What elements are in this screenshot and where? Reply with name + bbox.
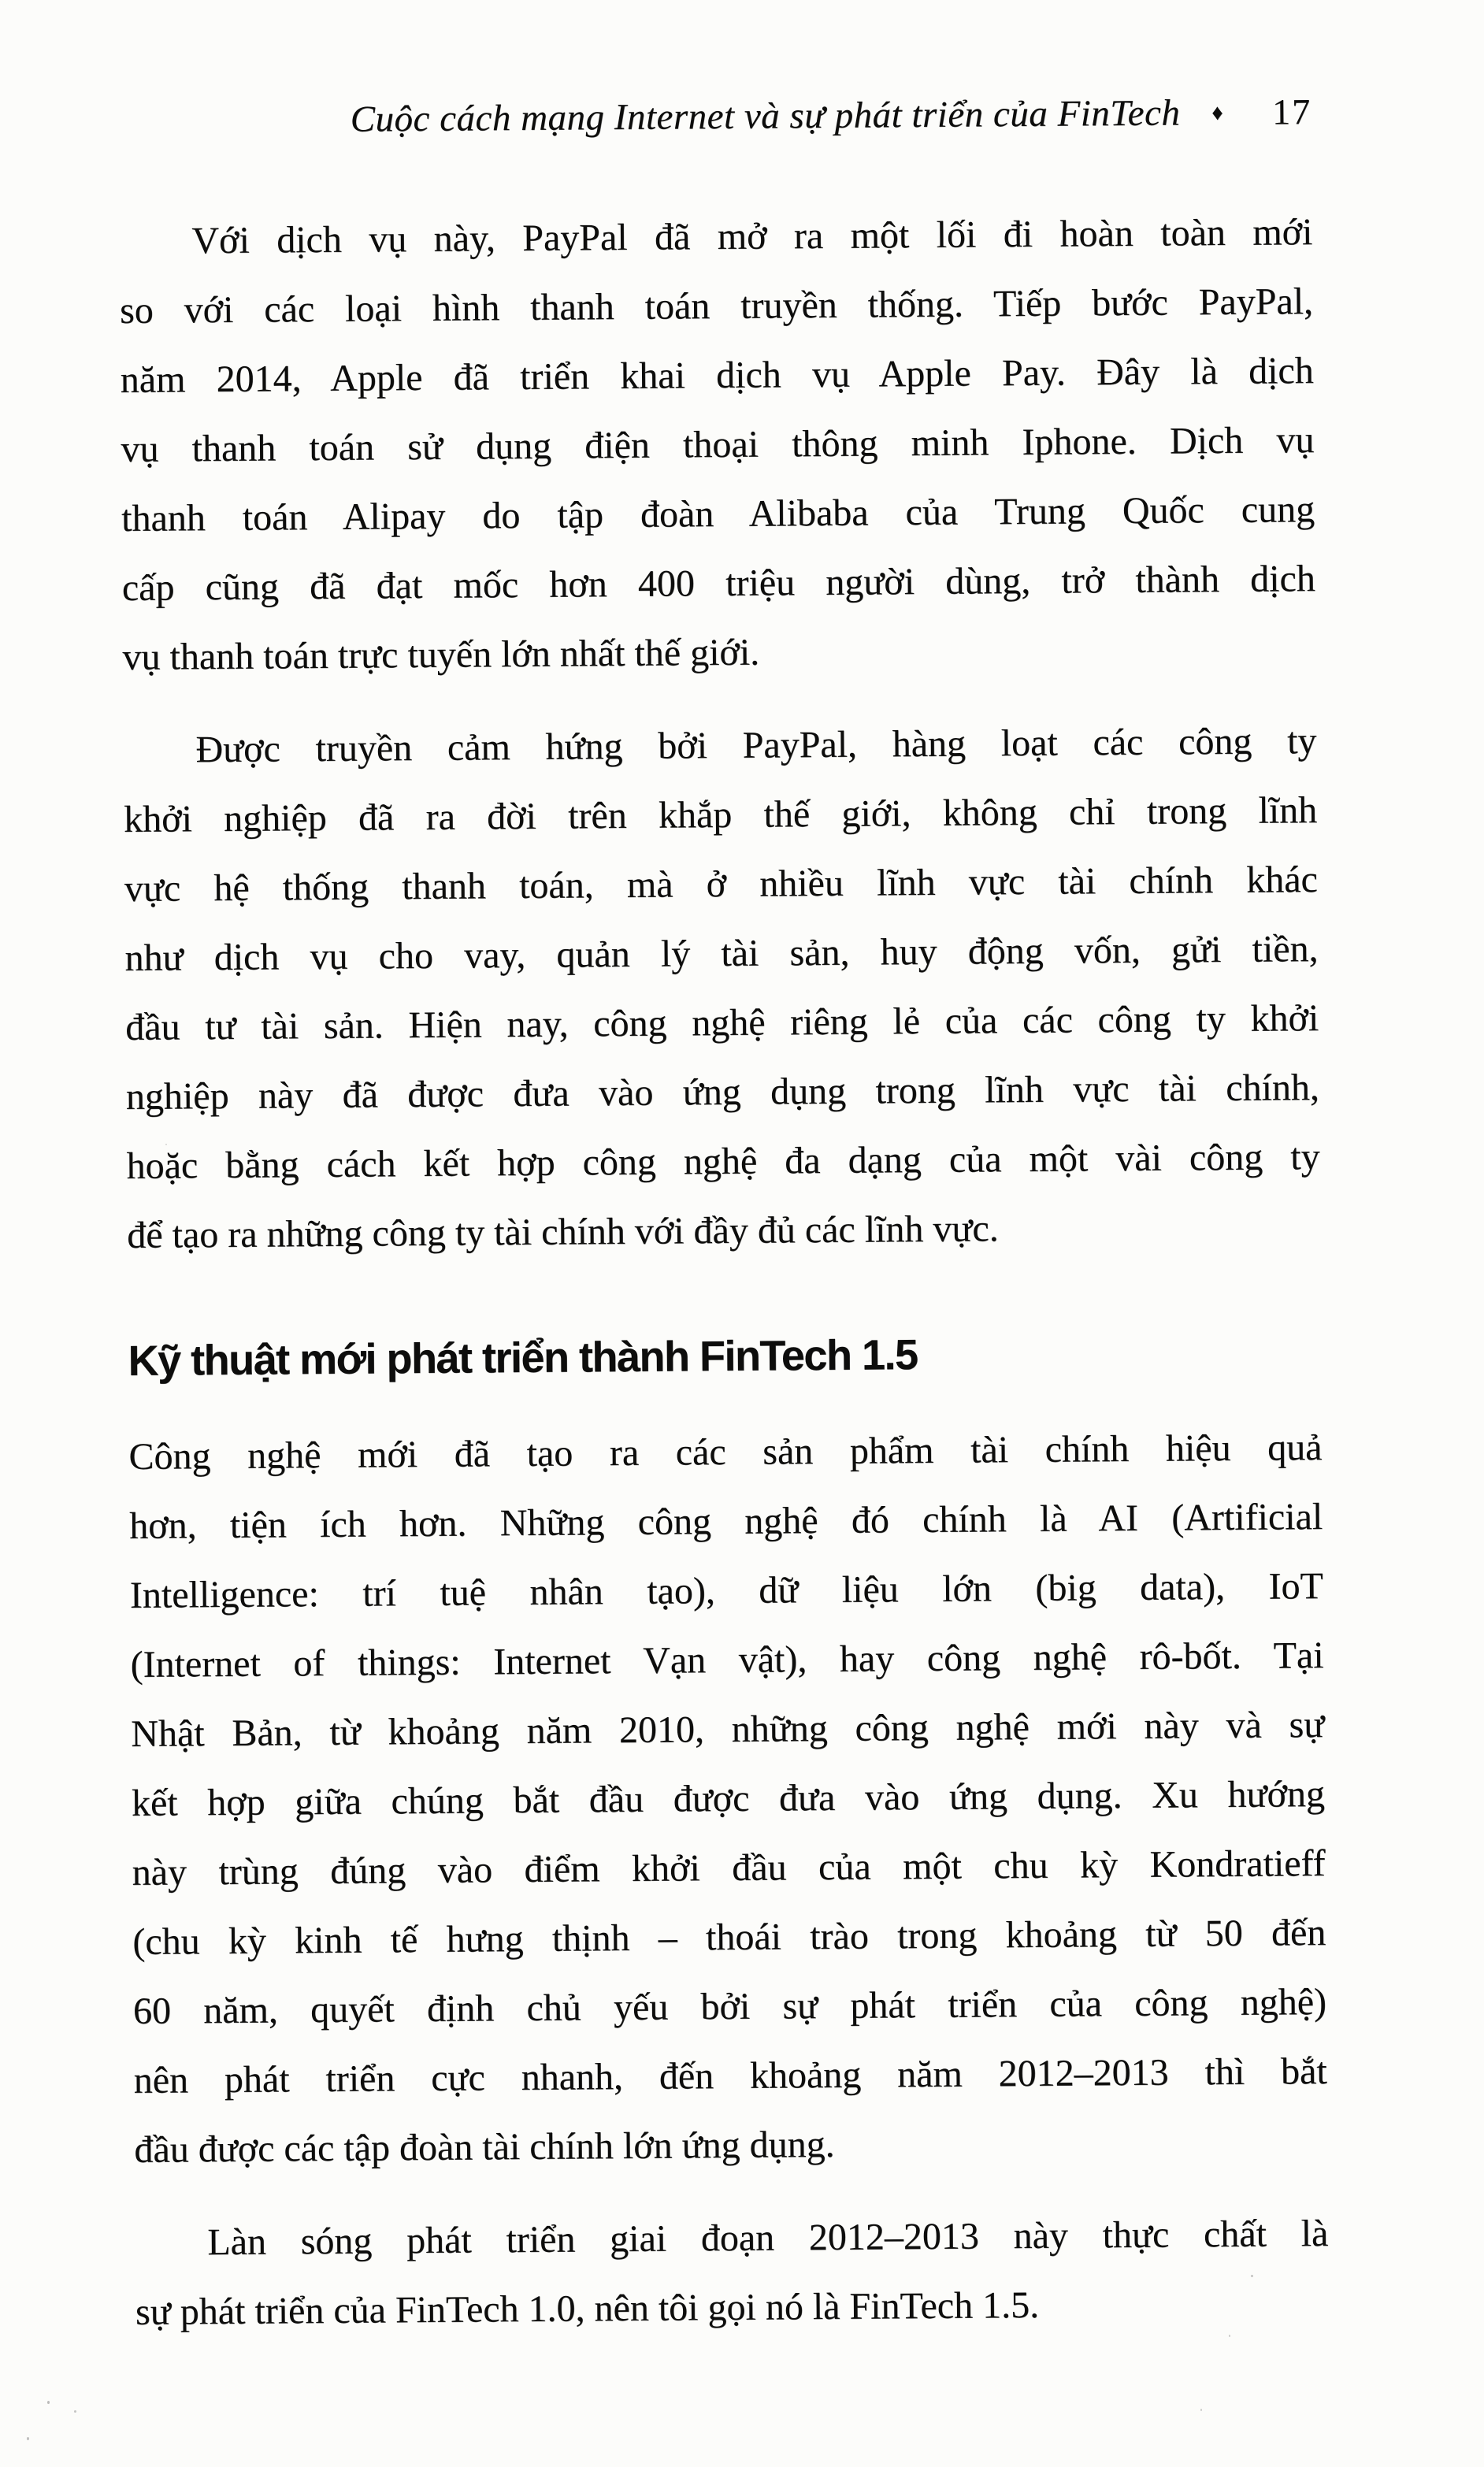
paragraph xyxy=(123,707,1320,1271)
text-line: 60 năm, quyết định chủ yếu bởi sự phát triển của công nghệ) xyxy=(132,1981,1327,2032)
paragraph xyxy=(119,198,1316,692)
paragraph xyxy=(135,2199,1329,2347)
text-line: cấp cũng đã đạt mốc hơn 400 triệu người dùng, trở thành dịch xyxy=(121,558,1316,609)
text-line: so với các loại hình thanh toán truyền thống. Tiếp bước PayPal, xyxy=(119,280,1314,332)
text-line: sự phát triển của FinTech 1.0, nên tôi gọi nó là FinTech 1.5. xyxy=(135,2283,1040,2333)
text-line: kết hợp giữa chúng bắt đầu được đưa vào ứng dụng. Xu hướng xyxy=(131,1773,1326,1824)
text-line: Được truyền cảm hứng bởi PayPal, hàng loạt các công ty xyxy=(195,720,1317,771)
text-line: (chu kỳ kinh tế hưng thịnh – thoái trào trong khoảng từ 50 đến xyxy=(132,1912,1326,1963)
text-line: Công nghệ mới đã tạo ra các sản phẩm tài chính hiệu quả xyxy=(128,1426,1323,1478)
text-column xyxy=(119,198,1329,2347)
text-line: đầu được các tập đoàn tài chính lớn ứng dụng. xyxy=(134,2123,835,2171)
text-line: Intelligence: trí tuệ nhân tạo), dữ liệu lớn (big data), IoT xyxy=(129,1565,1324,1616)
scan-speck xyxy=(74,2410,76,2413)
page-body xyxy=(118,91,1330,2371)
text-line: khởi nghiệp đã ra đời trên khắp thế giới, không chỉ trong lĩnh xyxy=(123,789,1318,840)
text-line: hơn, tiện ích hơn. Những công nghệ đó chính là AI (Artificial xyxy=(129,1496,1323,1547)
text-line: thanh toán Alipay do tập đoàn Alibaba của Trung Quốc cung xyxy=(121,488,1315,540)
text-line: năm 2014, Apple đã triển khai dịch vụ Apple Pay. Đây là dịch xyxy=(120,350,1314,401)
text-line: này trùng đúng vào điểm khởi đầu của một chu kỳ Kondratieff xyxy=(132,1842,1326,1894)
running-header-title: Cuộc cách mạng Internet và sự phát triển của FinTech xyxy=(350,92,1181,140)
page-number: 17 xyxy=(1271,91,1312,132)
running-header xyxy=(118,91,1311,147)
text-line: Làn sóng phát triển giai đoạn 2012–2013 này thực chất là xyxy=(207,2213,1329,2264)
scan-speck xyxy=(1200,2409,1202,2411)
text-line: vụ thanh toán sử dụng điện thoại thông minh Iphone. Dịch vụ xyxy=(121,419,1315,470)
text-line: vực hệ thống thanh toán, mà ở nhiều lĩnh vực tài chính khác xyxy=(124,859,1319,910)
scan-speck xyxy=(1229,2335,1230,2337)
text-line: nên phát triển cực nhanh, đến khoảng năm 2012–2013 thì bắt xyxy=(133,2050,1327,2102)
text-line: vụ thanh toán trực tuyến lớn nhất thế giới. xyxy=(122,631,760,678)
scan-speck xyxy=(47,2401,50,2404)
text-line: (Internet of things: Internet Vạn vật), hay công nghệ rô-bốt. Tại xyxy=(130,1634,1324,1686)
text-line: Nhật Bản, từ khoảng năm 2010, những công nghệ mới này và sự xyxy=(131,1704,1325,1755)
text-line: đầu tư tài sản. Hiện nay, công nghệ riêng lẻ của các công ty khởi xyxy=(125,997,1319,1048)
paragraph xyxy=(128,1413,1328,2185)
diamond-separator-icon: ♦ xyxy=(1211,100,1224,126)
scan-speck xyxy=(1251,2275,1253,2277)
text-line: Với dịch vụ này, PayPal đã mở ra một lối đi hoàn toàn mới xyxy=(191,211,1313,262)
scan-speck xyxy=(165,1144,167,1145)
text-line: nghiệp này đã được đưa vào ứng dụng trong lĩnh vực tài chính, xyxy=(125,1067,1320,1118)
text-line: để tạo ra những công ty tài chính với đầy đủ các lĩnh vực. xyxy=(127,1208,999,1256)
scan-speck xyxy=(27,2437,29,2440)
text-line: hoặc bằng cách kết hợp công nghệ đa dạng của một vài công ty xyxy=(126,1136,1320,1187)
section-heading: Kỹ thuật mới phát triển thành FinTech 1.5 xyxy=(128,1331,918,1385)
text-line: như dịch vụ cho vay, quản lý tài sản, huy động vốn, gửi tiền, xyxy=(124,928,1319,979)
